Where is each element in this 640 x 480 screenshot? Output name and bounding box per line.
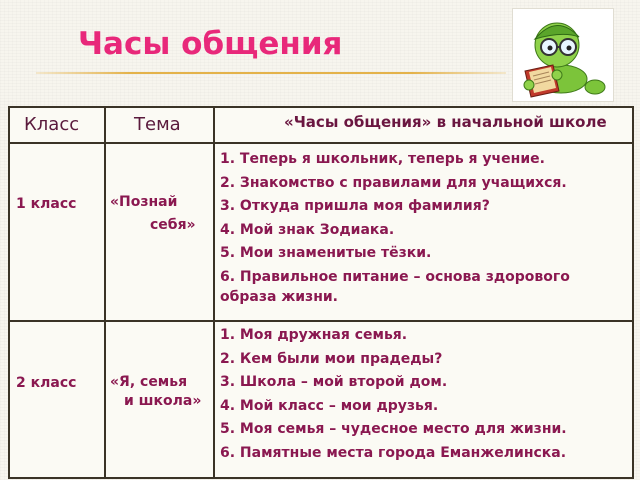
list-item: 6. Правильное питание – основа здорового образа жизни. <box>220 268 570 305</box>
col-divider <box>213 108 215 477</box>
list-item: 5. Моя семья – чудесное место для жизни. <box>220 421 567 438</box>
list-item: 1. Теперь я школьник, теперь я учение. <box>220 151 545 167</box>
row-2-items <box>220 324 625 466</box>
header-content: «Часы общения» в начальной школе <box>284 113 607 131</box>
row-1-items <box>220 148 625 307</box>
list-item: 2. Кем были мои прадеды? <box>220 350 443 367</box>
reading-worm-icon <box>512 8 614 102</box>
list-item: 3. Школа – мой второй дом. <box>220 374 448 391</box>
list-item: 1. Моя дружная семья. <box>220 327 408 343</box>
list-item: 4. Мой знак Зодиака. <box>220 221 395 238</box>
list-item: 3. Откуда пришла моя фамилия? <box>220 198 490 215</box>
list-item: 2. Знакомство с правилами для учащихся. <box>220 174 567 191</box>
row-1-topic-line1: «Познай <box>110 194 178 210</box>
list-item: 6. Памятные места города Еманжелинска. <box>220 444 567 461</box>
row-2-class: 2 класс <box>16 375 77 391</box>
slide-title: Часы общения <box>78 26 343 62</box>
col-divider <box>104 108 106 477</box>
row-2-topic <box>110 371 210 413</box>
list-item: 4. Мой класс – мои друзья. <box>220 397 439 414</box>
row-2-topic-line1: «Я, семья <box>110 374 188 390</box>
header-class: Класс <box>24 114 80 135</box>
header-topic: Тема <box>134 114 181 135</box>
row-divider <box>10 320 632 322</box>
class-hours-table <box>8 106 634 479</box>
row-1-topic <box>110 191 210 237</box>
row-divider <box>10 142 632 144</box>
title-divider <box>36 72 506 74</box>
list-item: 5. Мои знаменитые тёзки. <box>220 245 432 262</box>
row-1-topic-line2: себя» <box>150 217 196 233</box>
row-1-class: 1 класс <box>16 196 77 212</box>
row-2-topic-line2: и школа» <box>124 393 202 409</box>
